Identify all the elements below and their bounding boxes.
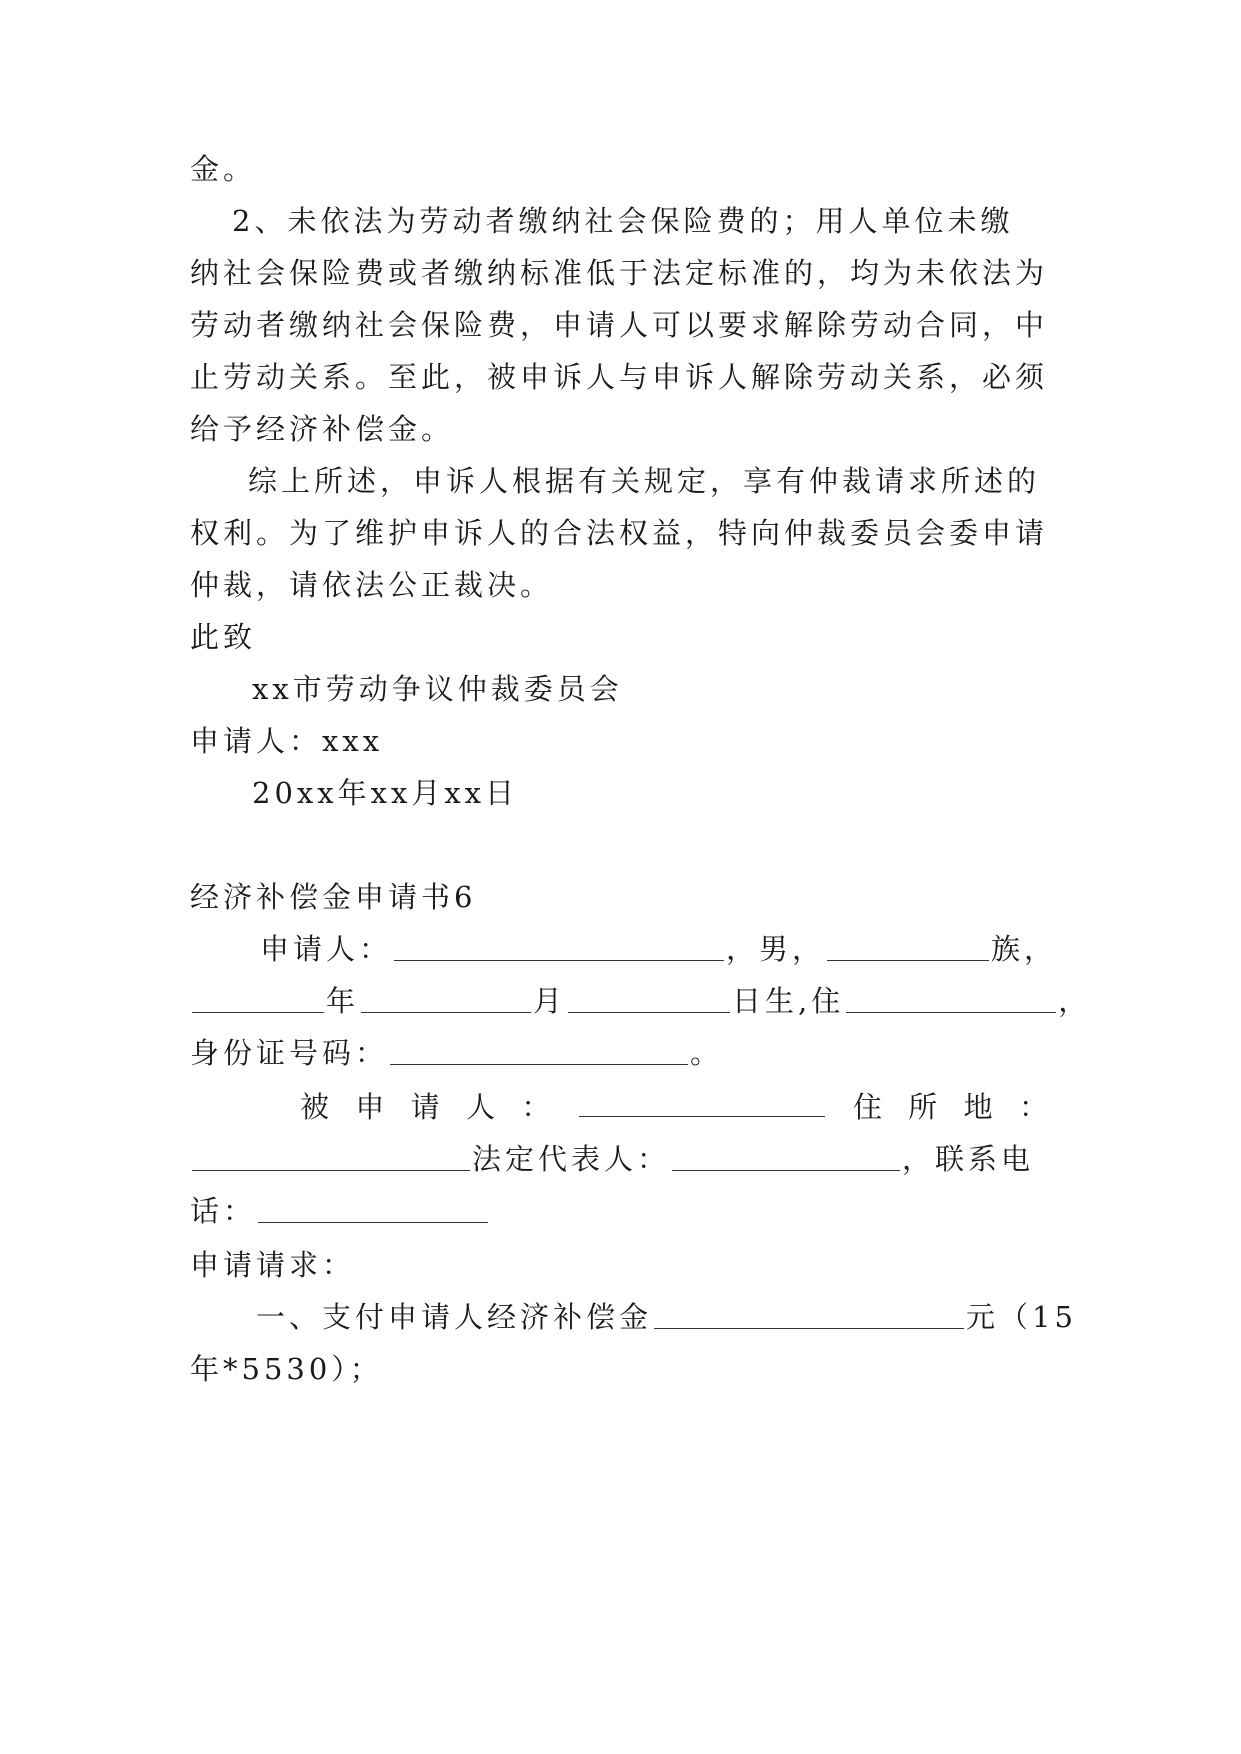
comma-text: ， [1058,984,1092,1018]
day-label: 日生,住 [732,984,845,1018]
birth-line [190,972,1091,1030]
id-number-blank[interactable] [390,1030,688,1065]
request-heading: 申请请求： [190,1248,356,1282]
ethnicity-blank[interactable] [827,926,989,961]
birth-month-blank[interactable] [361,978,531,1013]
month-label: 月 [533,984,567,1018]
legal-rep-label: 法定代表人： [472,1142,671,1176]
address-char: 地 [963,1090,993,1124]
request-item-1 [256,1288,1077,1346]
legal-rep-blank[interactable] [672,1136,900,1171]
text-line: 年*5530）； [190,1352,383,1386]
text-line: 劳动者缴纳社会保险费，申请人可以要求解除劳动合同，中 [190,308,1049,342]
birth-year-blank[interactable] [192,978,324,1013]
text-line: 2、未依法为劳动者缴纳社会保险费的；用人单位未缴 [232,204,1014,238]
text-line: 权利。为了维护申诉人的合法权益，特向仲裁委员会委申请 [190,516,1049,550]
text-line: 仲裁，请依法公正裁决。 [190,568,554,602]
ethnicity-label: 族， [991,932,1058,966]
applicant-label: 申请人： [260,932,393,966]
applicant-name-blank[interactable] [394,926,724,961]
phone-blank[interactable] [258,1188,488,1223]
address-char: 住 [852,1090,882,1124]
applicant-signature: 申请人：xxx [190,724,384,758]
period-text: 。 [690,1036,724,1070]
compensation-amount-blank[interactable] [654,1294,964,1329]
text-line: 纳社会保险费或者缴纳标准低于法定标准的，均为未依法为 [190,256,1049,290]
respondent-char: ： [521,1090,551,1124]
closing-text: 此致 [190,620,257,654]
respondent-line [300,1078,1048,1136]
respondent-char: 人 [465,1090,495,1124]
text-line: 金。 [190,152,257,186]
recipient-text: xx市劳动争议仲裁委员会 [252,672,623,706]
respondent-char: 申 [355,1090,385,1124]
contact-label: ，联系电 [902,1142,1035,1176]
text-line: 止劳动关系。至此，被申诉人与申诉人解除劳动关系，必须 [190,360,1049,394]
text-line: 综上所述，申诉人根据有关规定，享有仲裁请求所述的 [248,464,1041,498]
applicant-line [260,920,1057,978]
date-text: 20xx年xx月xx日 [252,776,519,810]
text-line: 给予经济补偿金。 [190,412,455,446]
gender-text: ，男， [726,932,826,966]
item1-end-text: 元（15 [966,1300,1077,1334]
respondent-address-blank[interactable] [192,1136,470,1171]
item1-text: 一、支付申请人经济补偿金 [256,1300,653,1334]
address-blank[interactable] [846,978,1056,1013]
address-char: ： [1018,1090,1048,1124]
respondent-char: 被 [300,1090,330,1124]
phone-line [190,1182,490,1240]
year-label: 年 [326,984,360,1018]
respondent-name-blank[interactable] [579,1082,825,1117]
legal-rep-line [190,1130,1034,1188]
form-title: 经济补偿金申请书6 [190,880,477,914]
phone-label: 话： [190,1194,257,1228]
id-label: 身份证号码： [190,1036,389,1070]
id-line [190,1024,723,1082]
address-char: 所 [908,1090,938,1124]
birth-day-blank[interactable] [568,978,730,1013]
respondent-char: 请 [410,1090,440,1124]
